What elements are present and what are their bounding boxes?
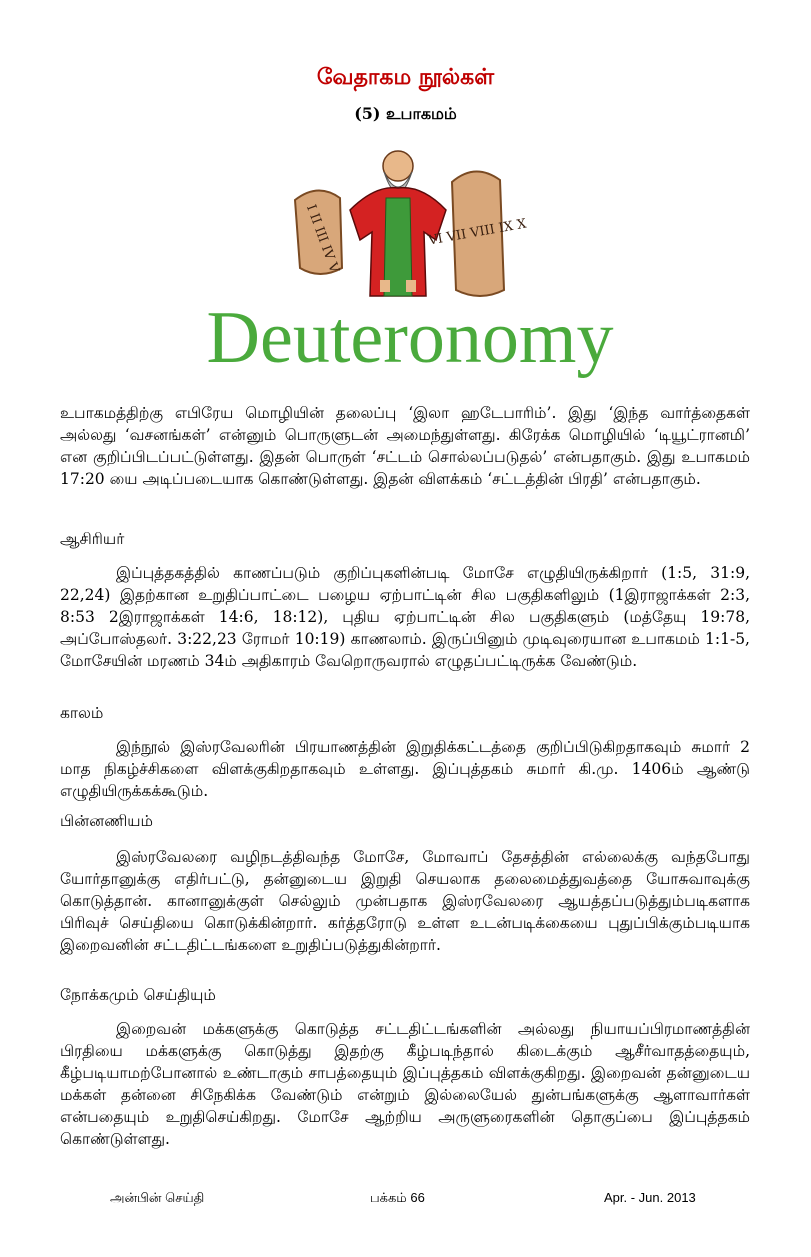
- moses-illustration: [200, 140, 620, 390]
- deuteronomy-wordmark: Deuteronomy: [206, 297, 614, 379]
- section-body: இப்புத்தகத்தில் காணப்படும் குறிப்புகளின்படி மோசே எழுதியிருக்கிறார் (1:5, 31:9, 22,24) இதற்கான உறுதிப்பாட்டை பழைய ஏற்பாட்டின் சில பகுதிகளிலும் (1இராஜாக்கள் 2:3, 8:53 2இராஜாக்கள் 14:6, 18:12), புதிய ஏற்பாட்டின் சில பகுதிகளும் (மத்தேயு 19:78, அப்போஸ்தலர். 3:22,23 ரோமர் 10:19) காணலாம். இருப்பினும் முடிவுரையான உபாகமம் 1:1-5, மோசேயின் மரணம் 34ம் அதிகாரம் வேறொருவரால் எழுதப்பட்டிருக்க வேண்டும்.: [60, 564, 750, 670]
- footer-date: Apr. - Jun. 2013: [604, 1190, 696, 1205]
- left-tablet-icon: [295, 190, 342, 275]
- moses-figure-icon: [350, 151, 446, 296]
- page-subtitle: (5) உபாகமம்: [354, 104, 457, 123]
- section-heading: நோக்கமும் செய்தியும்: [60, 986, 216, 1004]
- footer-magazine: அன்பின் செய்தி: [110, 1190, 205, 1205]
- section-heading: காலம்: [60, 704, 104, 722]
- section-heading: பின்னணியம்: [60, 812, 154, 830]
- section-body: இறைவன் மக்களுக்கு கொடுத்த சட்டதிட்டங்களின் அல்லது நியாயப்பிரமாணத்தின் பிரதியை மக்களுக்கு கொடுத்து இதற்கு கீழ்படிந்தால் கிடைக்கும் ஆசீர்வாதத்தையும், கீழ்படியாமற்போனால் உண்டாகும் சாபத்தையும் இப்புத்தகம் விளக்குகிறது. இறைவன் தன்னுடைய மக்கள் தன்னை சிநேகிக்க வேண்டும் என்றும் இல்லையேல் துன்பங்களுக்கு ஆளாவார்கள் என்பதையும் உறுதிசெய்கிறது. மோசே ஆற்றிய அருளுரைகளின் தொகுப்பை இப்புத்தகம் கொண்டுள்ளது.: [60, 1020, 750, 1148]
- intro-paragraph: உபாகமத்திற்கு எபிரேய மொழியின் தலைப்பு ‘இலா ஹடேபாரிம்’. இது ‘இந்த வார்த்தைகள் அல்லது ‘வசனங்கள்’ என்னும் பொருளுடன் அமைந்துள்ளது. கிரேக்க மொழியில் ‘டியூட்ரானமி’ என குறிப்பிடப்பட்டுள்ளது. இதன் பொருள் ‘சட்டம் சொல்லப்படுதல்’ என்பதாகும். இது உபாகமம் 17:20 யை அடிப்படையாக கொண்டுள்ளது. இதன் விளக்கம் ‘சட்டத்தின் பிரதி’ என்பதாகும்.: [60, 404, 750, 488]
- right-tablet-numerals: VI VII VIII IX X: [427, 216, 528, 249]
- section-body: இஸ்ரவேலரை வழிநடத்திவந்த மோசே, மோவாப் தேசத்தின் எல்லைக்கு வந்தபோது யோர்தானுக்கு எதிர்பட்டு, தன்னுடைய இறுதி செயலாக தலைமைத்துவத்தை யோசுவாவுக்கு கொடுத்தான். கானானுக்குள் செல்லும் முன்பதாக இஸ்ரவேலரை ஆயத்தப்படுத்தும்படிகளாக பிரிவுச் செய்தியை கொடுக்கின்றார். கர்த்தரோடு உள்ள உடன்படிக்கையை புதுப்பிக்கும்படியாக இறைவனின் சட்டதிட்டங்களை உறுதிப்படுத்துகின்றார்.: [60, 848, 750, 954]
- section-body: இந்நூல் இஸ்ரவேலரின் பிரயாணத்தின் இறுதிக்கட்டத்தை குறிப்பிடுகிறதாகவும் சுமார் 2 மாத நிகழ்ச்சிகளை விளக்குகிறதாகவும் உள்ளது. இப்புத்தகம் சுமார் கி.மு. 1406ம் ஆண்டு எழுதியிருக்கக்கூடும்.: [60, 738, 750, 800]
- footer-page-number: பக்கம் 66: [370, 1190, 425, 1205]
- left-tablet-numerals: I II III IV V: [303, 202, 342, 275]
- page-title: வேதாகம நூல்கள்: [316, 64, 495, 90]
- right-tablet-icon: [426, 171, 528, 296]
- section-heading: ஆசிரியர்: [60, 530, 125, 548]
